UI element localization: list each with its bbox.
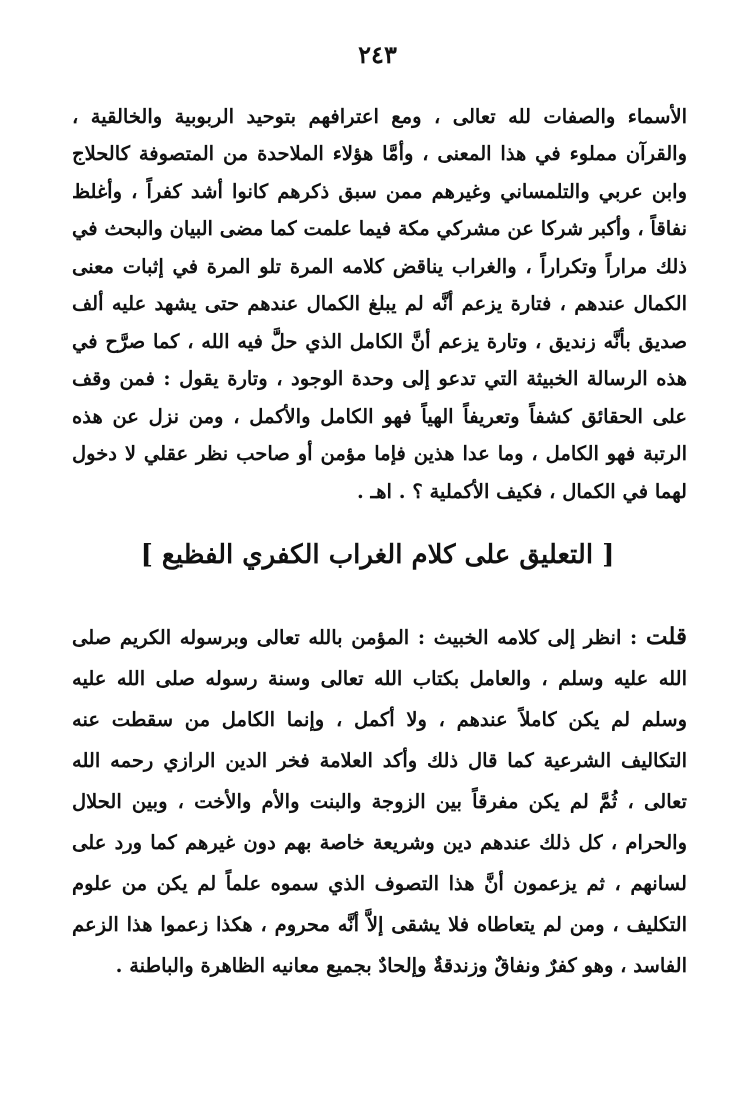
paragraph-1: الأسماء والصفات لله تعالى ، ومع اعترافهم بتوحيد الربوبية والخالقية ، والقرآن مملوء في هذا المعنى ، وأمَّا هؤلاء الملاحدة من المتصوفة كالحلاج وابن عربي والتلمساني وغيرهم ممن سبق ذكرهم كانوا أشد كفراً ، وأغلظ نفاقاً ، وأكبر شركا عن مشركي مكة فيما علمت كما مضى البيان والبحث في ذلك مراراً وتكراراً ، والغراب يناقض كلامه المرة تلو المرة في إثبات معنى الكمال عندهم ، فتارة يزعم أنَّه لم يبلغ الكمال عندهم حتى يشهد عليه ألف صديق بأنَّه زنديق ، وتارة يزعم أنَّ الكامل الذي حلَّ فيه الله ، كما صرَّح في هذه الرسالة الخبيثة التي تدعو إلى وحدة الوجود ، وتارة يقول : فمن وقف على الحقائق كشفاً وتعريفاً الهياً فهو الكامل والأكمل ، ومن نزل عن هذه الرتبة فهو الكامل ، وما عدا هذين فإما مؤمن أو صاحب نظر عقلي لا دخول لهما في الكمال ، فكيف الأكملية ؟ . اهـ . bbox=[72, 104, 687, 503]
paragraph-2-body: : انظر إلى كلامه الخبيث : المؤمن بالله تعالى وبرسوله الكريم صلى الله عليه وسلم ، والعامل بكتاب الله تعالى وسنة رسوله صلى الله عليه وسلم لم يكن كاملاً عندهم ، ولا أكمل ، وإنما الكامل من سقطت عنه التكاليف الشرعية كما قال ذلك وأكد العلامة فخر الدين الرازي رحمه الله تعالى ، ثُمَّ لم يكن مفرقاً بين الزوجة والبنت والأم والأخت ، وبين الحلال والحرام ، كل ذلك عندهم دين وشريعة خاصة بهم دون غيرهم كما ورد على لسانهم ، ثم يزعمون أنَّ هذا التصوف الذي سموه علماً لم يكن من علوم التكليف ، ومن لم يتعاطاه فلا يشقى إلاَّ أنَّه محروم ، هكذا زعموا هذا الزعم الفاسد ، وهو كفرٌ ونفاقٌ وزندقةٌ وإلحادٌ بجميع معانيه الظاهرة والباطنة . bbox=[72, 625, 687, 977]
lead-word: قلت bbox=[645, 622, 688, 650]
page-number: ٢٤٣ bbox=[358, 40, 397, 69]
paragraph-2 bbox=[72, 616, 687, 986]
section-heading: [ التعليق على كلام الغراب الكفري الفظيع ] bbox=[140, 540, 615, 570]
